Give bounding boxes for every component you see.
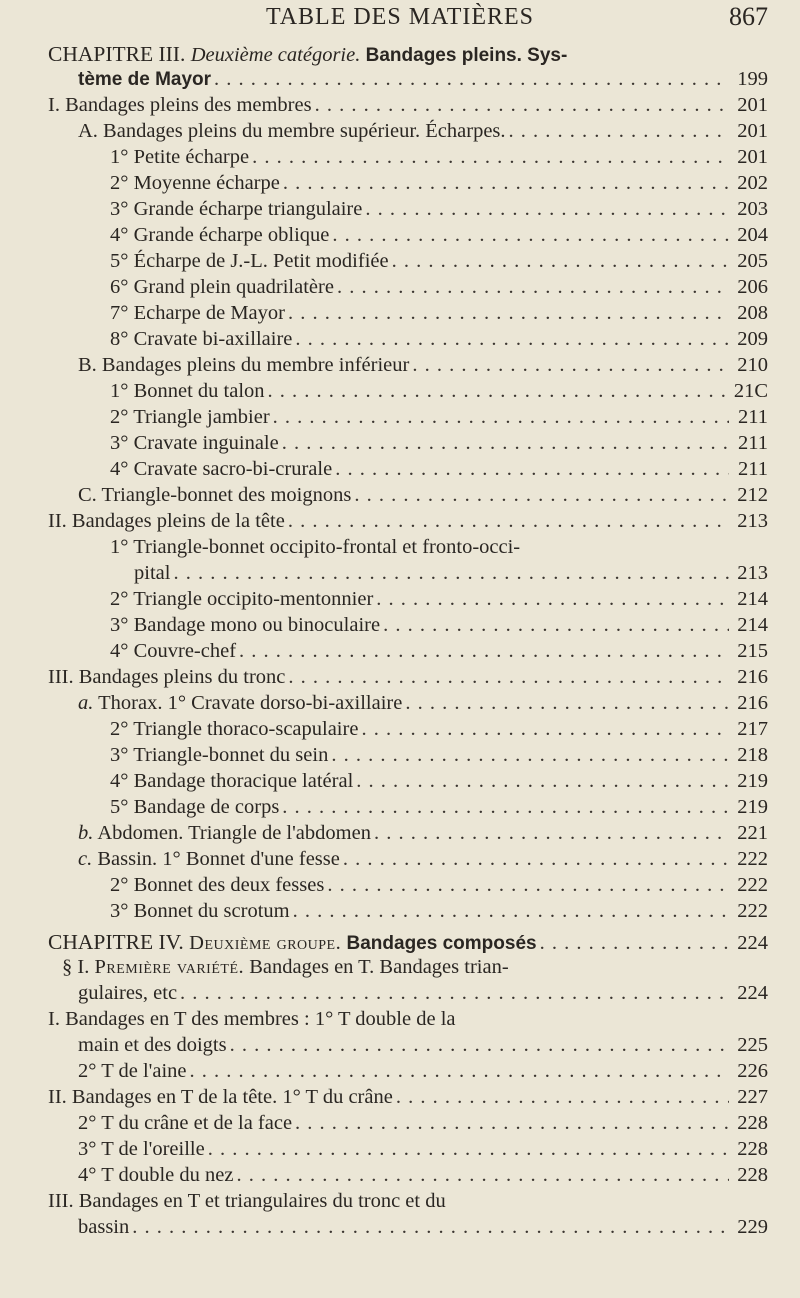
dot-leader [392,250,729,273]
entry-text-part: 2° Bonnet des deux fesses [110,874,325,896]
toc-entry [78,822,768,848]
entry-text [110,250,389,273]
toc-entry [78,982,768,1008]
entry-text-part: a. [78,692,94,714]
entry-text-part: Première variété. [94,956,245,978]
chapter-entry [48,930,768,956]
dot-leader [252,146,729,169]
entry-text [48,1190,446,1212]
entry-text [110,718,358,741]
entry-text [110,224,329,247]
entry-text-part: 6° Grand plein quadrilatère [110,276,334,298]
entry-text [110,406,270,429]
page-number: 224 [737,982,768,1004]
page-number: 221 [737,822,768,844]
dot-leader [315,94,729,117]
entry-text-part: 5° Bandage de corps [110,796,280,818]
entry-text-part: 4° T double du nez [78,1164,234,1186]
entry-text-part: 4° Cravate sacro-bi-crurale [110,458,333,480]
entry-text-part: Thorax. 1° Cravate dorso-bi-axillaire [93,692,403,714]
entry-text-part: 2° T de l'aine [78,1060,187,1082]
toc-entry [110,900,768,926]
page-number: 222 [737,874,768,896]
toc-entry [48,1190,768,1216]
entry-text-part: 1° Petite écharpe [110,146,250,168]
toc-entry [110,770,768,796]
entry-text [78,354,409,377]
dot-leader [540,932,729,955]
dot-leader [332,224,729,247]
dot-leader [288,666,729,689]
toc-entry [110,536,768,562]
chapter-entry [48,42,768,68]
dot-leader [288,510,729,533]
toc-entry [110,614,768,640]
toc-entry [48,510,768,536]
entry-text [110,640,236,663]
entry-text [110,796,279,819]
toc-entry [110,172,768,198]
entry-text [110,536,520,558]
dot-leader [214,68,729,91]
toc-entry [134,562,768,588]
entry-text [110,276,334,299]
dot-leader [173,562,729,585]
entry-text [78,1112,292,1135]
dot-leader [132,1216,729,1239]
page-number: 201 [737,146,768,168]
page-number: 201 [737,120,768,142]
entry-text [48,930,537,955]
toc-entry [110,406,768,432]
entry-text-part: 1° Triangle-bonnet occipito-frontal et fronto-occi- [110,536,521,558]
toc-entry [110,224,768,250]
dot-leader [327,874,729,897]
entry-text-part: 3° Bonnet du scrotum [110,900,290,922]
entry-text-part: A. Bandages pleins du membre supérieur. Écharpes. [78,120,506,142]
toc-entry [78,1216,768,1242]
dot-leader [268,380,729,403]
dot-leader [356,770,729,793]
entry-text-part: 8° Cravate bi-axillaire [110,328,293,350]
page-number: 219 [737,796,768,818]
page-number: 222 [737,900,768,922]
header-page-number: 867 [729,2,768,31]
page-number: 213 [737,562,768,584]
entry-text-part: 3° Triangle-bonnet du sein [110,744,329,766]
entry-text [110,328,292,351]
toc-entry [110,250,768,276]
dot-leader [288,302,729,325]
toc-entry [110,744,768,770]
dot-leader [376,588,729,611]
entry-text-part: B. Bandages pleins du membre inférieur [78,354,410,376]
page-number: 227 [737,1086,768,1108]
entry-text-part: 2° Triangle jambier [110,406,270,428]
entry-text [110,900,290,923]
entry-text [78,68,211,91]
toc-entry [62,956,768,982]
entry-text-part: tème de Mayor [78,69,212,90]
entry-text-part: 2° T du crâne et de la face [78,1112,293,1134]
page-number: 211 [738,432,768,454]
entry-text-part: gulaires, etc [78,982,178,1004]
entry-text-part: b. [78,822,94,844]
page-number: 225 [737,1034,768,1056]
entry-text-part: 5° Écharpe de J.-L. Petit modifiée [110,250,389,272]
dot-leader [295,1112,729,1135]
dot-leader [396,1086,729,1109]
dot-leader [282,796,729,819]
entry-text [110,432,279,455]
toc-entry [78,120,768,146]
page-number: 212 [737,484,768,506]
toc-entry [110,458,768,484]
page-number: 228 [737,1138,768,1160]
header-title: TABLE DES MATIÈRES [265,4,535,30]
page-number: 218 [737,744,768,766]
entry-text [110,198,362,221]
entry-text [110,588,373,611]
entry-text [78,484,351,507]
page-number: 211 [738,458,768,480]
entry-text [110,744,328,767]
page-number: 211 [738,406,768,428]
page-number: 216 [737,666,768,688]
dot-leader [361,718,729,741]
entry-text-part: 2° Moyenne écharpe [110,172,280,194]
page-number: 205 [737,250,768,272]
entry-text-part: III. Bandages pleins du tronc [48,666,286,688]
toc-entry [110,276,768,302]
entry-text [110,770,353,793]
entry-text [78,982,177,1005]
entry-text-part: I. Bandages en T des membres : 1° T double de la [48,1008,456,1030]
entry-text-part: § I. [62,956,95,978]
page-number: 229 [737,1216,768,1238]
entry-text-part: II. Bandages pleins de la tête [48,510,285,532]
page-number: 228 [737,1164,768,1186]
toc-entry [78,1112,768,1138]
toc-entry [110,796,768,822]
entry-text-part: II. Bandages en T de la tête. 1° T du crâne [48,1086,393,1108]
dot-leader [331,744,729,767]
toc-entry [110,640,768,666]
entry-text [48,44,567,66]
entry-text-part: pital [134,562,171,584]
toc-entry [78,484,768,510]
toc-entry [110,380,768,406]
dot-leader [354,484,729,507]
chapter-entry [78,68,768,94]
dot-leader [282,432,729,455]
toc-entry [48,94,768,120]
entry-text [78,1164,233,1187]
entry-text [110,302,285,325]
page-number: 204 [737,224,768,246]
entry-text [78,1138,205,1161]
page-number: 224 [737,932,768,954]
entry-text [78,1060,187,1083]
entry-text-part: Bandages pleins. Sys- [360,45,568,66]
entry-text-part: CHAPITRE III. [48,42,191,66]
toc-entry [78,1034,768,1060]
entry-text [78,822,371,845]
page-number: 209 [737,328,768,350]
page-number: 208 [737,302,768,324]
dot-leader [273,406,729,429]
entry-text-part: Bassin. 1° Bonnet d'une fesse [92,848,340,870]
toc-entry [110,874,768,900]
toc-entry [48,666,768,692]
toc-entry [110,302,768,328]
dot-leader [295,328,729,351]
toc-entry [110,588,768,614]
dot-leader [239,640,729,663]
dot-leader [365,198,729,221]
toc-entry [48,1008,768,1034]
entry-text-part: Abdomen. Triangle de l'abdomen [93,822,371,844]
page-number: 201 [737,94,768,116]
toc-entry [110,718,768,744]
entry-text-part: 4° Couvre-chef [110,640,237,662]
entry-text-part: CHAPITRE IV. [48,930,190,954]
page-number: 228 [737,1112,768,1134]
toc-entry [48,1086,768,1112]
entry-text [48,1086,393,1109]
entry-text [48,666,285,689]
dot-leader [230,1034,729,1057]
page-number: 21C [733,380,768,402]
page-number: 199 [737,68,768,90]
dot-leader [180,982,729,1005]
toc-entry [110,432,768,458]
dot-leader [293,900,729,923]
entry-text [48,510,285,533]
entry-text [110,458,332,481]
entry-text [110,380,265,403]
dot-leader [190,1060,730,1083]
entry-text-part: 2° Triangle thoraco-scapulaire [110,718,359,740]
page-number: 213 [737,510,768,532]
entry-text-part: 3° Grande écharpe triangulaire [110,198,363,220]
dot-leader [236,1164,729,1187]
entry-text [78,692,402,715]
toc-entry [110,328,768,354]
entry-text-part: main et des doigts [78,1034,227,1056]
entry-text-part: 3° Bandage mono ou binoculaire [110,614,381,636]
toc-entry [110,198,768,224]
entry-text-part: III. Bandages en T et triangulaires du tronc et du [48,1190,446,1212]
dot-leader [208,1138,729,1161]
dot-leader [383,614,729,637]
entry-text [78,1216,129,1239]
page-number: 210 [737,354,768,376]
entry-text-part: Bandages en T. Bandages trian- [244,956,509,978]
entry-text [78,120,506,143]
entry-text-part: C. Triangle-bonnet des moignons [78,484,352,506]
page-number: 202 [737,172,768,194]
entry-text-part: Deuxième groupe. [189,932,342,954]
toc-entry [110,146,768,172]
dot-leader [335,458,729,481]
toc-entry [78,848,768,874]
entry-text-part: bassin [78,1216,130,1238]
page-number: 219 [737,770,768,792]
toc-entry [78,1060,768,1086]
dot-leader [374,822,729,845]
page-number: 222 [737,848,768,870]
entry-text-part: 4° Grande écharpe oblique [110,224,330,246]
entry-text-part: I. Bandages pleins des membres [48,94,312,116]
page-number: 203 [737,198,768,220]
page-number: 214 [737,588,768,610]
entry-text-part: 3° Cravate inguinale [110,432,279,454]
entry-text [110,874,324,897]
entry-text [78,848,340,871]
entry-text-part: 7° Echarpe de Mayor [110,302,285,324]
toc-entry [78,1164,768,1190]
page-number: 215 [737,640,768,662]
toc-entry [78,354,768,380]
entry-text [48,1008,456,1030]
entry-text-part: Bandages composés [341,933,537,954]
entry-text-part: 2° Triangle occipito-mentonnier [110,588,374,610]
dot-leader [509,120,729,143]
entry-text-part: 4° Bandage thoracique latéral [110,770,354,792]
entry-text [110,614,380,637]
entry-text [78,1034,227,1057]
page-number: 214 [737,614,768,636]
entry-text-part: Deuxième catégorie. [190,44,361,66]
dot-leader [405,692,729,715]
entry-text [62,956,509,978]
page-number: 217 [737,718,768,740]
running-header [0,2,800,36]
dot-leader [337,276,729,299]
page-number: 226 [737,1060,768,1082]
entry-text-part: c. [78,848,93,870]
entry-text [110,172,280,195]
toc-entry [78,1138,768,1164]
page-number: 216 [737,692,768,714]
entry-text [134,562,170,585]
page-number: 206 [737,276,768,298]
toc-entry [78,692,768,718]
dot-leader [283,172,729,195]
entry-text [48,94,312,117]
dot-leader [412,354,729,377]
entry-text-part: 1° Bonnet du talon [110,380,265,402]
dot-leader [343,848,729,871]
entry-text-part: 3° T de l'oreille [78,1138,205,1160]
entry-text [110,146,249,169]
